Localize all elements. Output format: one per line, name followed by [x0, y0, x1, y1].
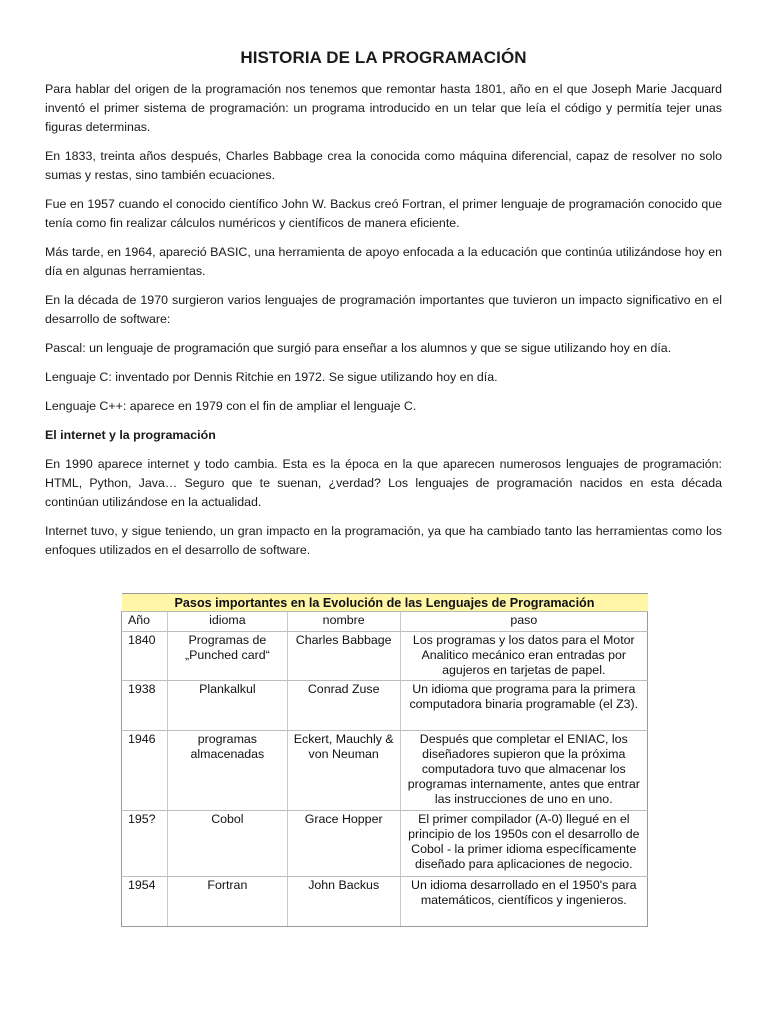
section-heading-internet: El internet y la programación — [45, 428, 216, 442]
table-row — [122, 632, 648, 681]
table-row — [122, 811, 648, 877]
paragraph-1990: En 1990 aparece internet y todo cambia. Esta es la época en la que aparecen numerosos lenguajes de programación: HTML, Python, Java… Seguro que te suenan, ¿verdad? Los lenguajes de programación nacidos en esta década continúan utilizándose en la actualidad. — [45, 457, 722, 509]
cell-year: 1840 — [122, 632, 168, 681]
cell-year: 1938 — [122, 681, 168, 731]
paragraph-babbage: En 1833, treinta años después, Charles Babbage crea la conocida como máquina diferencial, capaz de resolver no solo sumas y restas, sino también ecuaciones. — [45, 149, 722, 182]
history-table — [121, 593, 648, 927]
history-table-image — [121, 593, 648, 927]
cell-year: 195? — [122, 811, 168, 877]
cell-name: Charles Babbage — [287, 632, 400, 681]
cell-step: Los programas y los datos para el Motor Analitico mecánico eran entradas por agujeros en tarjetas de papel. — [400, 632, 647, 681]
table-row — [122, 877, 648, 927]
paragraph-jacquard: Para hablar del origen de la programación nos tenemos que remontar hasta 1801, año en el que Joseph Marie Jacquard inventó el primer sistema de programación: un programa introducido en un telar que leía el código y permitía tejer unas figuras determinas. — [45, 82, 722, 134]
paragraph-1970s: En la década de 1970 surgieron varios lenguajes de programación importantes que tuvieron un impacto significativo en el desarrollo de software: — [45, 293, 722, 326]
cell-language: programas almacenadas — [167, 731, 287, 811]
paragraph-cpp: Lenguaje C++: aparece en 1979 con el fin de ampliar el lenguaje C. — [45, 399, 417, 413]
table-header-row — [122, 612, 648, 632]
page-title: HISTORIA DE LA PROGRAMACIÓN — [240, 48, 527, 67]
document-body — [45, 48, 722, 570]
cell-year: 1946 — [122, 731, 168, 811]
cell-year: 1954 — [122, 877, 168, 927]
paragraph-pascal: Pascal: un lenguaje de programación que surgió para enseñar a los alumnos y que se sigue utilizando hoy en día. — [45, 341, 672, 355]
paragraph-fortran: Fue en 1957 cuando el conocido científico John W. Backus creó Fortran, el primer lenguaje de programación conocido que tenía como fin realizar cálculos numéricos y científicos de manera eficiente. — [45, 197, 722, 230]
paragraph-internet-impact: Internet tuvo, y sigue teniendo, un gran impacto en la programación, ya que ha cambiado tanto las herramientas como los enfoques utilizados en el desarrollo de software. — [45, 524, 722, 557]
cell-step: Un idioma que programa para la primera computadora binaria programable (el Z3). — [400, 681, 647, 731]
cell-step: Después que completar el ENIAC, los diseñadores supieron que la próxima computadora tuvo que almacenar los programas internamente, antes que entrar las instrucciones de uno en uno. — [400, 731, 647, 811]
cell-name: Eckert, Mauchly & von Neuman — [287, 731, 400, 811]
header-step: paso — [400, 612, 647, 632]
cell-name: Grace Hopper — [287, 811, 400, 877]
paragraph-c: Lenguaje C: inventado por Dennis Ritchie en 1972. Se sigue utilizando hoy en día. — [45, 370, 498, 384]
header-name: nombre — [287, 612, 400, 632]
cell-step: El primer compilador (A-0) llegué en el principio de los 1950s con el desarrollo de Cobol - la primer idioma específicamente diseñado para aplicaciones de negocio. — [400, 811, 647, 877]
header-language: idioma — [167, 612, 287, 632]
cell-language: Cobol — [167, 811, 287, 877]
header-year: Año — [122, 612, 168, 632]
table-caption: Pasos importantes en la Evolución de las Lenguajes de Programación — [122, 594, 648, 612]
cell-name: John Backus — [287, 877, 400, 927]
cell-name: Conrad Zuse — [287, 681, 400, 731]
cell-language: Programas de „Punched card“ — [167, 632, 287, 681]
cell-step: Un idioma desarrollado en el 1950's para matemáticos, científicos y ingenieros. — [400, 877, 647, 927]
table-row — [122, 731, 648, 811]
paragraph-basic: Más tarde, en 1964, apareció BASIC, una herramienta de apoyo enfocada a la educación que continúa utilizándose hoy en día en algunas herramientas. — [45, 245, 722, 278]
cell-language: Plankalkul — [167, 681, 287, 731]
cell-language: Fortran — [167, 877, 287, 927]
table-row — [122, 681, 648, 731]
